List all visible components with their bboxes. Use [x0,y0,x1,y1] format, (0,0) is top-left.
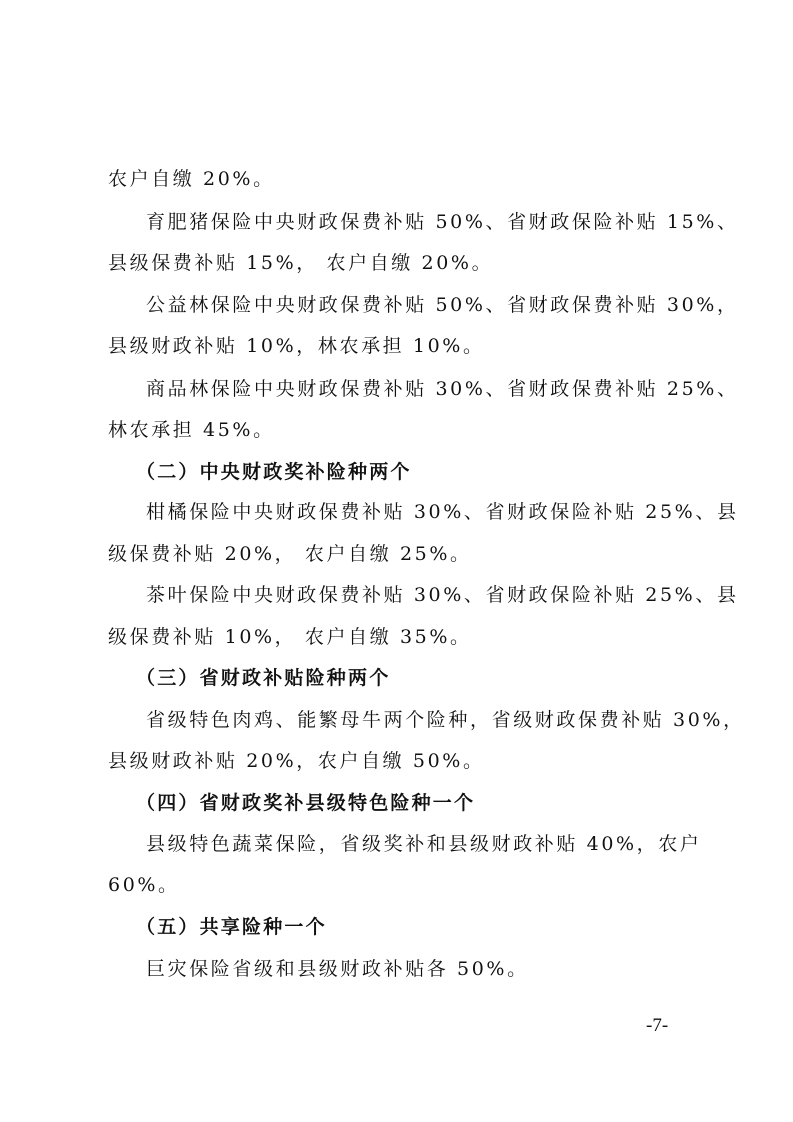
text-line: 农户自缴 20%。 [108,168,275,190]
text-line: 育肥猪保险中央财政保费补贴 50%、省财政保险补贴 15%、 [146,211,739,233]
text-line: 省级特色肉鸡、能繁母牛两个险种，省级财政保费补贴 30%， [146,709,745,731]
text-line: 县级财政补贴 10%，林农承担 10%。 [108,335,485,357]
text-line: 级保费补贴 10%， 农户自缴 35%。 [108,626,472,648]
text-line: 商品林保险中央财政保费补贴 30%、省财政保费补贴 25%、 [146,378,739,400]
text-line: 巨灾保险省级和县级财政补贴各 50%。 [146,958,529,980]
text-line: 林农承担 45%。 [108,419,275,441]
text-line: 柑橘保险中央财政保费补贴 30%、省财政保险补贴 25%、县 [146,501,739,523]
text-line: 级保费补贴 20%， 农户自缴 25%。 [108,543,472,565]
section-heading: （三）省财政补贴险种两个 [136,667,391,689]
text-line: 县级特色蔬菜保险，省级奖补和县级财政补贴 40%，农户 [146,833,702,855]
section-heading: （二）中央财政奖补险种两个 [136,461,412,483]
text-line: 县级保费补贴 15%， 农户自缴 20%。 [108,252,494,274]
section-heading: （四）省财政奖补县级特色险种一个 [136,792,476,814]
text-line: 茶叶保险中央财政保费补贴 30%、省财政保险补贴 25%、县 [146,584,739,606]
text-line: 公益林保险中央财政保费补贴 50%、省财政保费补贴 30%， [146,294,739,316]
section-heading: （五）共享险种一个 [136,916,327,938]
text-line: 60%。 [108,874,180,896]
text-line: 县级财政补贴 20%，农户自缴 50%。 [108,750,485,772]
page-number: -7- [646,1015,669,1036]
